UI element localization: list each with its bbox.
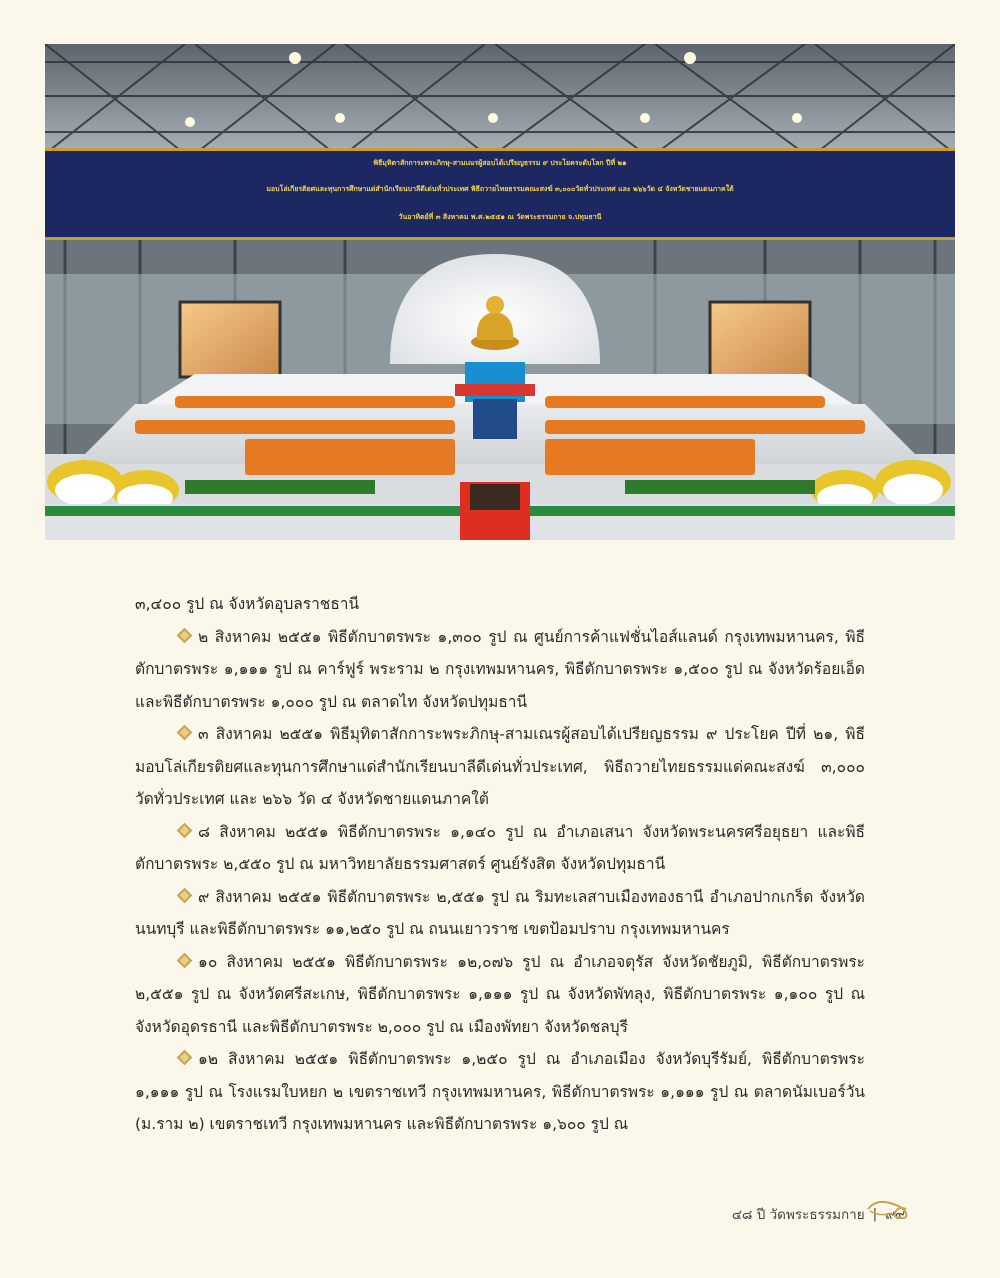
paragraph-continuation	[135, 588, 865, 621]
diamond-bullet-icon	[177, 887, 193, 903]
paragraph-text: ๘ สิงหาคม ๒๕๕๑ พิธีตักบาตรพระ ๑,๑๔๐ รูป ณ อำเภอเสนา จังหวัดพระนครศรีอยุธยา และพิธีตักบาตรพระ ๒,๕๕๐ รูป ณ มหาวิทยาลัยธรรมศาสตร์ ศูนย์รังสิต จังหวัดปทุมธานี	[135, 822, 865, 873]
diamond-bullet-icon	[177, 822, 193, 838]
ceremony-photo	[45, 44, 955, 540]
paragraph-aug-3	[135, 718, 865, 816]
footer-separator: |	[872, 1206, 878, 1222]
diamond-bullet-icon	[177, 725, 193, 741]
page-number: ๙๙	[885, 1207, 905, 1223]
diamond-bullet-icon	[177, 952, 193, 968]
paragraph-text: ๑๒ สิงหาคม ๒๕๕๑ พิธีตักบาตรพระ ๑,๒๕๐ รูป ณ อำเภอเมือง จังหวัดบุรีรัมย์, พิธีตักบาตรพระ ๑,๑๑๑ รูป ณ โรงแรมใบหยก ๒ เขตราชเทวี กรุงเทพมหานคร, พิธีตักบาตรพระ ๑,๑๑๑ รูป ณ ตลาดนัมเบอร์วัน (ม.ราม ๒) เขตราชเทวี กรุงเทพมหานคร และพิธีตักบาตรพระ ๑,๖๐๐ รูป ณ	[135, 1050, 865, 1133]
banner-line-3: วันอาทิตย์ที่ ๓ สิงหาคม พ.ศ.๒๕๕๑ ณ วัดพระธรรมกาย จ.ปทุมธานี	[398, 213, 602, 221]
paragraph-text: ๑๐ สิงหาคม ๒๕๕๑ พิธีตักบาตรพระ ๑๒,๐๗๖ รูป ณ อำเภอจตุรัส จังหวัดชัยภูมิ, พิธีตักบาตรพระ ๒,๕๕๑ รูป ณ จังหวัดศรีสะเกษ, พิธีตักบาตรพระ ๑,๑๑๑ รูป ณ จังหวัดพัทลุง, พิธีตักบาตรพระ ๑,๑๐๐ รูป ณ จังหวัดอุดรธานี และพิธีตักบาตรพระ ๒,๐๐๐ รูป ณ เมืองพัทยา จังหวัดชลบุรี	[135, 952, 865, 1036]
paragraph-text: ๓,๔๐๐ รูป ณ จังหวัดอุบลราชธานี	[135, 595, 360, 613]
swirl-ornament-icon	[866, 1197, 914, 1221]
banner-line-2: มอบโล่เกียรติยศและทุนการศึกษาแด่สำนักเรียนบาลีดีเด่นทั่วประเทศ พิธีถวายไทยธรรมคณะสงฆ์ ๓,๐๐๐วัดทั่วประเทศ และ ๒๖๖วัด ๔ จังหวัดชายแดนภาคใต้	[266, 185, 734, 193]
paragraph-text: ๒ สิงหาคม ๒๕๕๑ พิธีตักบาตรพระ ๑,๓๐๐ รูป ณ ศูนย์การค้าแฟชั่นไอส์แลนด์ กรุงเทพมหานคร, พิธีตักบาตรพระ ๑,๑๑๑ รูป ณ คาร์ฟูร์ พระราม ๒ กรุงเทพมหานคร, พิธีตักบาตรพระ ๑,๕๐๐ รูป ณ จังหวัดร้อยเอ็ด และพิธีตักบาตรพระ ๑,๐๐๐ รูป ณ ตลาดไท จังหวัดปทุมธานี	[135, 627, 865, 711]
paragraph-aug-2	[135, 621, 865, 719]
article-body	[135, 588, 865, 1141]
diamond-bullet-icon	[177, 1050, 193, 1066]
paragraph-aug-10	[135, 946, 865, 1044]
paragraph-aug-9	[135, 881, 865, 946]
ceremony-scene	[45, 44, 955, 540]
paragraph-aug-12	[135, 1043, 865, 1141]
book-title: ๔๘ ปี วัดพระธรรมกาย	[731, 1207, 865, 1223]
paragraph-text: ๓ สิงหาคม ๒๕๕๑ พิธีมุทิตาสักการะพระภิกษุ-สามเณรผู้สอบได้เปรียญธรรม ๙ ประโยค ปีที่ ๒๑, พิธีมอบโล่เกียรติยศและทุนการศึกษาแด่สำนักเรียนบาลีดีเด่นทั่วประเทศ, พิธีถวายไทยธรรมแด่คณะสงฆ์ ๓,๐๐๐ วัดทั่วประเทศ และ ๒๖๖ วัด ๔ จังหวัดชายแดนภาคใต้	[135, 725, 865, 808]
banner-line-1: พิธีมุทิตาสักการะพระภิกษุ-สามเณรผู้สอบได้เปรียญธรรม ๙ ประโยคระดับโลก ปีที่ ๒๑	[373, 159, 627, 167]
diamond-bullet-icon	[177, 627, 193, 643]
paragraph-text: ๙ สิงหาคม ๒๕๕๑ พิธีตักบาตรพระ ๒,๕๕๑ รูป ณ ริมทะเลสาบเมืองทองธานี อำเภอปากเกร็ด จังหวัดนนทบุรี และพิธีตักบาตรพระ ๑๑,๒๕๐ รูป ณ ถนนเยาวราช เขตป้อมปราบ กรุงเทพมหานคร	[135, 887, 865, 938]
paragraph-aug-8	[135, 816, 865, 881]
